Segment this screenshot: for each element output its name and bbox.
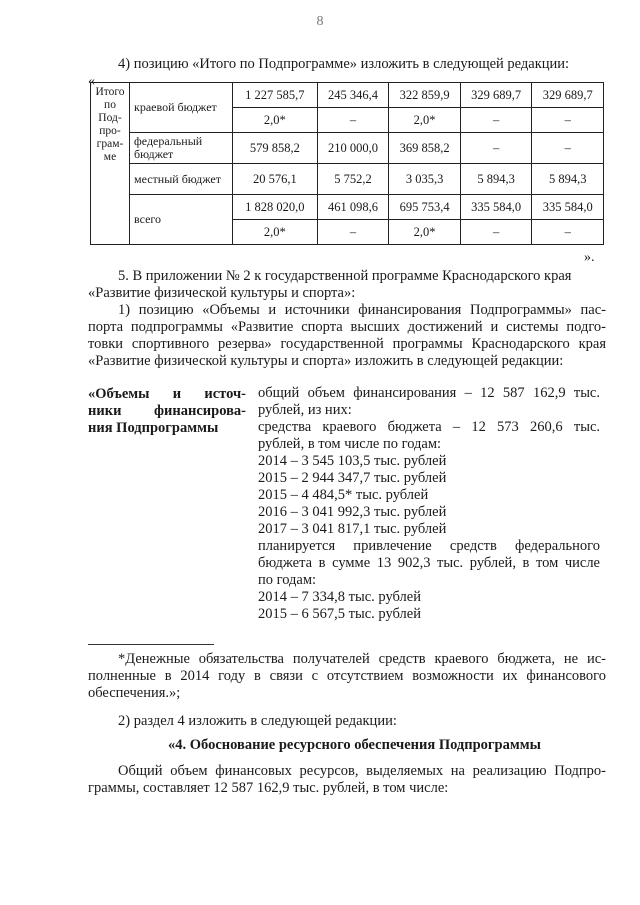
table-cell: 3 035,3	[389, 164, 461, 195]
table-cell: 20 576,1	[233, 164, 318, 195]
passport-line: общий объем финансирования – 12 587 162,9 тыс.	[258, 385, 600, 401]
table-cell: –	[460, 108, 532, 133]
passport-line: рублей, из них:	[258, 402, 352, 418]
table-cell: 1 227 585,7	[233, 83, 318, 108]
passport-line: средства краевого бюджета – 12 573 260,6 тыс.	[258, 419, 600, 435]
passport-line: рублей, в том числе по годам:	[258, 436, 442, 452]
footnote-line: полненные в 2014 году в связи с отсутствием возможности их финансового	[88, 668, 606, 684]
quote-open: «	[88, 74, 95, 89]
table-cell: 695 753,4	[389, 195, 461, 220]
table-cell: 2,0*	[233, 108, 318, 133]
table-cell: 245 346,4	[317, 83, 389, 108]
table-cell: 210 000,0	[317, 133, 389, 164]
passport-content	[258, 385, 600, 623]
table-cell: 1 828 020,0	[233, 195, 318, 220]
row-label-line: грам-	[96, 138, 124, 150]
row-label-cell	[91, 83, 130, 245]
table-cell: –	[460, 220, 532, 245]
source-cell: местный бюджет	[130, 164, 233, 195]
table-cell: –	[532, 108, 604, 133]
table-cell: 5 894,3	[532, 164, 604, 195]
totals-table	[90, 82, 604, 245]
table-cell: 461 098,6	[317, 195, 389, 220]
row-label-line: по	[104, 99, 116, 111]
item2: 2) раздел 4 изложить в следующей редакции:	[118, 713, 397, 729]
table-cell: 5 752,2	[317, 164, 389, 195]
item1-line: товки спортивного резерва» государственной программы Краснодарского края	[88, 336, 606, 352]
item4-heading: 4) позицию «Итого по Подпрограмме» изложить в следующей редакции:	[118, 56, 570, 72]
row-label-line: Итого	[95, 86, 125, 98]
passport-line: 2014 – 3 545 103,5 тыс. рублей	[258, 453, 447, 469]
source-cell: всего	[130, 195, 233, 245]
table-cell: 329 689,7	[532, 83, 604, 108]
para5-line1: 5. В приложении № 2 к государственной программе Краснодарского края	[118, 268, 572, 284]
passport-label-line: ния Подпрограммы	[88, 420, 219, 436]
source-cell: краевой бюджет	[130, 83, 233, 133]
passport-line: 2015 – 6 567,5 тыс. рублей	[258, 606, 421, 622]
row-label-line: про-	[99, 125, 121, 137]
table-cell: 322 859,9	[389, 83, 461, 108]
section4-title: «4. Обоснование ресурсного обеспечения Подпрограммы	[168, 737, 541, 753]
table-cell: 335 584,0	[532, 195, 604, 220]
table-cell: 369 858,2	[389, 133, 461, 164]
table-cell: 2,0*	[233, 220, 318, 245]
item1-line: 1) позицию «Объемы и источники финансирования Подпрограммы» пас-	[118, 302, 606, 318]
table-cell: 2,0*	[389, 220, 461, 245]
passport-line: 2014 – 7 334,8 тыс. рублей	[258, 589, 421, 605]
passport-label-line: ники финансирова-	[88, 403, 246, 419]
item1-line: «Развитие физической культуры и спорта» изложить в следующей редакции:	[88, 353, 564, 369]
passport-line: 2015 – 4 484,5* тыс. рублей	[258, 487, 429, 503]
passport-label	[88, 386, 246, 437]
page-number: 8	[316, 14, 324, 29]
table-cell: 2,0*	[389, 108, 461, 133]
footnote-line: обеспечения.»;	[88, 685, 181, 701]
passport-line: 2015 – 2 944 347,7 тыс. рублей	[258, 470, 447, 486]
table-cell: 579 858,2	[233, 133, 318, 164]
table-cell: 5 894,3	[460, 164, 532, 195]
table-cell: –	[317, 220, 389, 245]
table-cell: –	[460, 133, 532, 164]
table-cell: 329 689,7	[460, 83, 532, 108]
footnote-line: *Денежные обязательства получателей средств краевого бюджета, не ис-	[118, 651, 606, 667]
row-label-line: ме	[103, 151, 117, 163]
item1-line: порта подпрограммы «Развитие спорта высших достижений и системы подго-	[88, 319, 606, 335]
passport-label-line: «Объемы и источ-	[88, 386, 246, 402]
final-line: Общий объем финансовых ресурсов, выделяемых на реализацию Подпро-	[118, 763, 606, 779]
footnote-divider	[88, 644, 214, 645]
passport-line: планируется привлечение средств федерального	[258, 538, 600, 554]
passport-line: 2017 – 3 041 817,1 тыс. рублей	[258, 521, 447, 537]
source-cell: федеральный бюджет	[130, 133, 233, 164]
table-cell: 335 584,0	[460, 195, 532, 220]
quote-close: ».	[584, 250, 595, 265]
table-cell: –	[317, 108, 389, 133]
passport-line: 2016 – 3 041 992,3 тыс. рублей	[258, 504, 447, 520]
table-cell: –	[532, 133, 604, 164]
para5-line2: «Развитие физической культуры и спорта»:	[88, 285, 356, 301]
row-label-line: Под-	[98, 112, 122, 124]
table-cell: –	[532, 220, 604, 245]
passport-line: по годам:	[258, 572, 317, 588]
final-line: граммы, составляет 12 587 162,9 тыс. рублей, в том числе:	[88, 780, 449, 796]
passport-line: бюджета в сумме 13 902,3 тыс. рублей, в том числе	[258, 555, 600, 571]
